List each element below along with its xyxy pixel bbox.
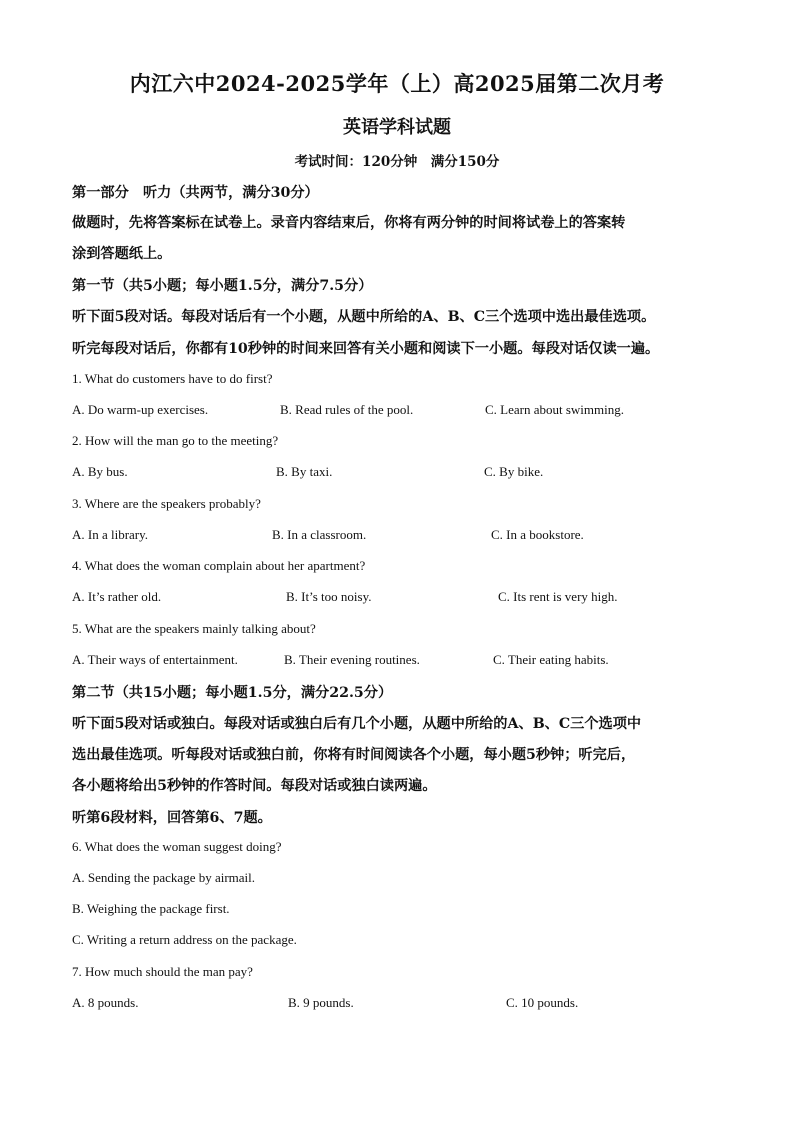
q1-option-a: A. Do warm-up exercises.	[72, 402, 209, 417]
q6-option-c: C. Writing a return address on the package.	[72, 932, 297, 947]
section2-instruction-line1: 听下面5段对话或独白。每段对话或独白后有几个小题，从题中所给的A、B、C三个选项中	[72, 716, 642, 732]
q4-option-c: C. Its rent is very high.	[498, 589, 618, 604]
question-5: 5. What are the speakers mainly talking about?	[72, 621, 316, 636]
section2-heading: 第二节（共15小题；每小题1.5分，满分22.5分）	[72, 685, 393, 701]
q6-option-b: B. Weighing the package first.	[72, 901, 230, 916]
q7-option-a: A. 8 pounds.	[72, 995, 139, 1010]
q5-option-b: B. Their evening routines.	[284, 652, 420, 667]
q4-option-b: B. It’s too noisy.	[286, 589, 372, 604]
section1-instruction-line1: 听下面5段对话。每段对话后有一个小题，从题中所给的A、B、C三个选项中选出最佳选项。	[72, 309, 656, 325]
q3-option-c: C. In a bookstore.	[491, 527, 584, 542]
part1-heading: 第一部分 听力（共两节，满分30分）	[72, 185, 319, 201]
question-4: 4. What does the woman complain about her apartment?	[72, 558, 366, 573]
section2-instruction-line2: 选出最佳选项。听每段对话或独白前，你将有时间阅读各个小题，每小题5秒钟；听完后，	[72, 747, 636, 763]
q3-option-a: A. In a library.	[72, 527, 149, 542]
q1-option-b: B. Read rules of the pool.	[280, 402, 414, 417]
q7-option-c: C. 10 pounds.	[506, 995, 579, 1010]
section1-instruction-line2: 听完每段对话后，你都有10秒钟的时间来回答有关小题和阅读下一小题。每段对话仅读一遍。	[72, 341, 660, 357]
part1-instruction-line1: 做题时，先将答案标在试卷上。录音内容结束后，你将有两分钟的时间将试卷上的答案转	[72, 215, 626, 231]
q2-option-a: A. By bus.	[72, 464, 128, 479]
section1-heading: 第一节（共5小题；每小题1.5分，满分7.5分）	[72, 278, 373, 294]
question-7: 7. How much should the man pay?	[72, 964, 253, 979]
q2-option-b: B. By taxi.	[276, 464, 333, 479]
material-6-instruction: 听第6段材料，回答第6、7题。	[72, 810, 272, 826]
q1-option-c: C. Learn about swimming.	[485, 402, 625, 417]
q7-option-b: B. 9 pounds.	[288, 995, 354, 1010]
exam-time-info: 考试时间：120分钟 满分150分	[294, 154, 500, 170]
q5-option-c: C. Their eating habits.	[493, 652, 609, 667]
section2-instruction-line3: 各小题将给出5秒钟的作答时间。每段对话或独白读两遍。	[72, 778, 437, 794]
question-1: 1. What do customers have to do first?	[72, 371, 273, 386]
q3-option-b: B. In a classroom.	[272, 527, 367, 542]
question-3: 3. Where are the speakers probably?	[72, 496, 261, 511]
part1-instruction-line2: 涂到答题纸上。	[72, 246, 172, 262]
q2-option-c: C. By bike.	[484, 464, 544, 479]
question-2: 2. How will the man go to the meeting?	[72, 433, 279, 448]
exam-subtitle: 英语学科试题	[343, 117, 451, 138]
exam-title: 内江六中2024-2025学年（上）高2025届第二次月考	[129, 71, 665, 96]
question-6: 6. What does the woman suggest doing?	[72, 839, 282, 854]
q5-option-a: A. Their ways of entertainment.	[72, 652, 238, 667]
q4-option-a: A. It’s rather old.	[72, 589, 162, 604]
q6-option-a: A. Sending the package by airmail.	[72, 870, 256, 885]
